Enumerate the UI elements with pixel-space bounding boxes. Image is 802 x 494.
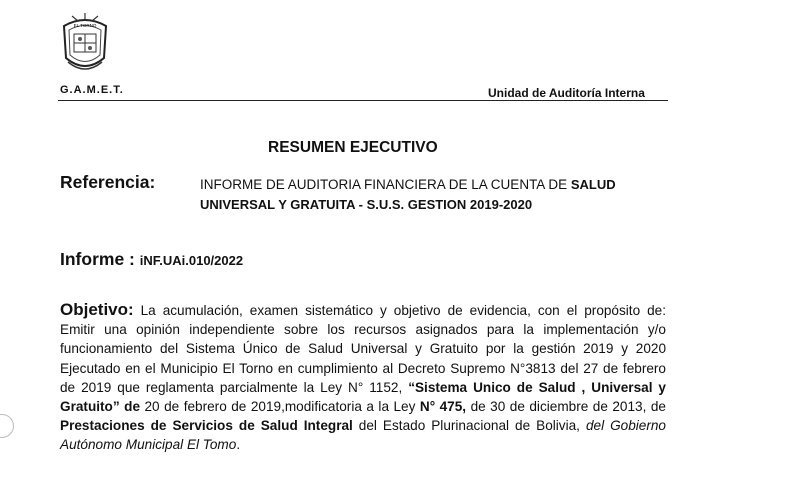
header-divider	[58, 100, 668, 101]
objetivo-label: Objetivo:	[60, 300, 134, 319]
referencia-label: Referencia:	[60, 172, 156, 192]
objetivo-text-1: La acumulación, examen sistemático y objetivo de evidencia, con el propósito de: Emitir una opinión independiente sobre los recursos asignados para la implementación y/o funcionamiento del Sistema Único de Salud Universal y Gratuito por la gestión 2019 y 2020 Ejecutado en el Municipio El Torno en cumplimiento al Decreto Supremo N°3813 del 27 de febrero de 2019 que reglamenta parcialmente la Ley N° 1152,	[60, 303, 666, 395]
objetivo-text-4: del Estado Plurinacional de Bolivia,	[352, 418, 586, 434]
informe-value: iNF.UAi.010/2022	[139, 253, 244, 268]
unit-name: Unidad de Auditoría Interna	[488, 86, 645, 100]
objetivo-text-2: 20 de febrero de 2019,modificatoria a la Ley	[140, 399, 420, 415]
objetivo-italic-1: del Gobierno Autónomo Municipal El Tomo	[60, 418, 666, 453]
referencia-line1: INFORME DE AUDITORIA FINANCIERA DE LA CUENTA DE	[200, 177, 568, 192]
informe-block	[60, 249, 243, 270]
page-title: RESUMEN EJECUTIVO	[268, 139, 438, 156]
objetivo-bold-3: Prestaciones de Servicios de Salud Integral	[60, 418, 353, 434]
objetivo-text-5: .	[236, 437, 241, 453]
organization-name: G.A.M.E.T.	[60, 84, 124, 96]
objetivo-bold-2: N° 475,	[419, 399, 467, 415]
objetivo-bold-1: “Sistema Unico de Salud , Universal y Gratuito” de	[60, 379, 666, 415]
municipal-seal-logo	[60, 12, 110, 76]
objetivo-paragraph	[60, 300, 666, 455]
objetivo-text-3: de 30 de diciembre de 2013, de	[466, 399, 666, 415]
seal-text: EL TORNO	[73, 23, 97, 28]
informe-label: Informe :	[60, 249, 135, 269]
referencia-line2: SALUD UNIVERSAL Y GRATUITA - S.U.S. GESTION 2019-2020	[200, 177, 616, 212]
page-edge-mark	[0, 414, 14, 438]
referencia-text	[200, 175, 640, 215]
